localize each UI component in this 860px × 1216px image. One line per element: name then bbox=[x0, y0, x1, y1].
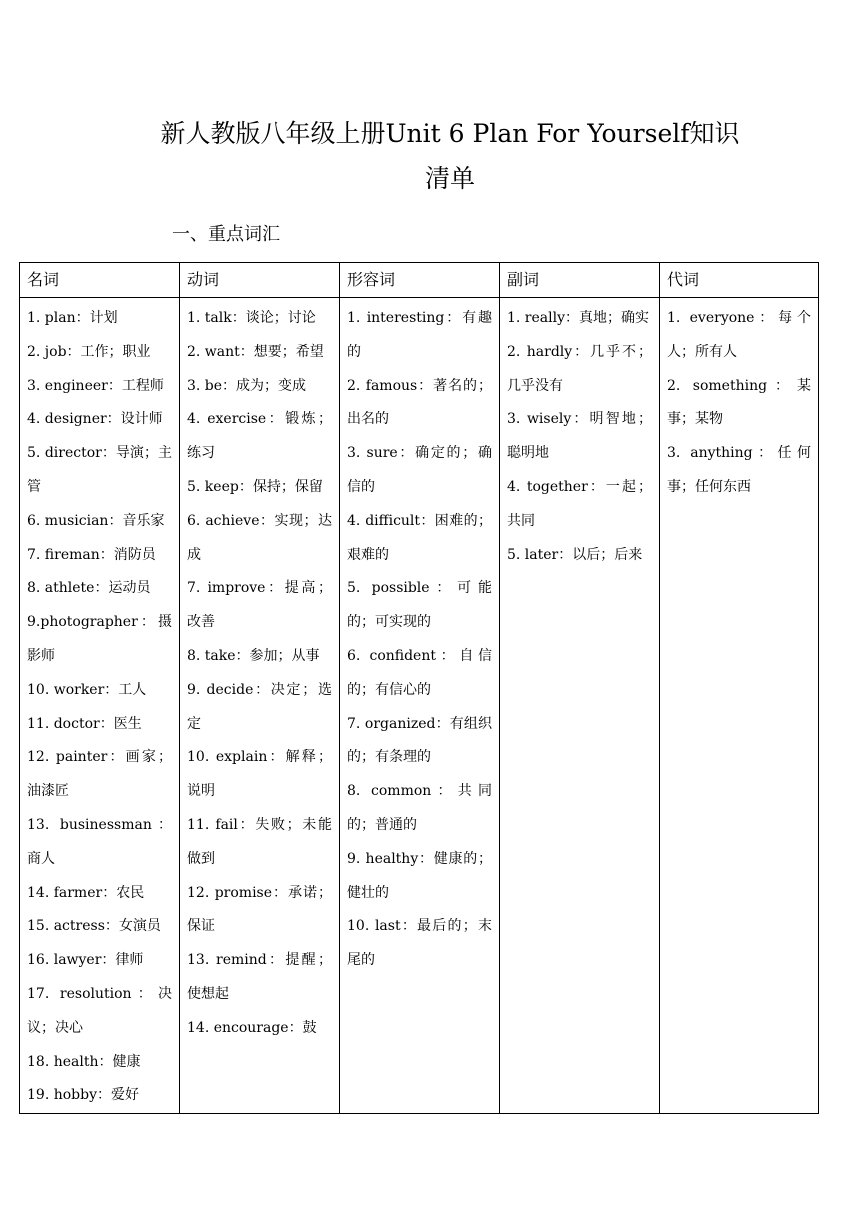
vocab-entry: 15. actress：女演员 bbox=[27, 918, 161, 935]
header-adjectives: 形容词 bbox=[340, 263, 500, 298]
table-header-row bbox=[20, 263, 819, 298]
vocab-entry: 7. improve：提高；改善 bbox=[187, 580, 332, 631]
verbs-cell bbox=[180, 298, 340, 1114]
vocab-entry: 19. hobby：爱好 bbox=[27, 1087, 139, 1104]
vocab-entry: 11. fail：失败；未能做到 bbox=[187, 816, 332, 867]
vocab-entry: 1. interesting：有趣的 bbox=[347, 310, 492, 360]
vocab-entry: 5. later：以后；后来 bbox=[507, 546, 643, 563]
vocab-entry: 7. fireman：消防员 bbox=[27, 546, 156, 563]
vocab-entry: 3. be：成为；变成 bbox=[187, 377, 307, 394]
vocab-entry: 14. farmer：农民 bbox=[27, 884, 145, 901]
vocab-entry: 4. exercise：锻炼；练习 bbox=[187, 411, 332, 462]
vocab-entry: 5. director：导演；主管 bbox=[27, 445, 172, 495]
vocab-entry: 9.photographer：摄影师 bbox=[27, 614, 172, 664]
vocab-entry: 6. achieve：实现；达成 bbox=[187, 512, 332, 563]
vocab-entry: 8. athlete：运动员 bbox=[27, 580, 151, 597]
vocab-entry: 1. really：真地；确实 bbox=[507, 310, 649, 326]
vocab-entry: 4. designer：设计师 bbox=[27, 411, 163, 428]
vocab-entry: 3. engineer：工程师 bbox=[27, 377, 164, 394]
vocab-entry: 13. businessman：商人 bbox=[27, 816, 172, 867]
vocab-entry: 2. job：工作；职业 bbox=[27, 343, 151, 360]
header-adverbs: 副词 bbox=[500, 263, 660, 298]
header-pronouns: 代词 bbox=[660, 263, 819, 298]
vocab-entry: 7. organized：有组织的；有条理的 bbox=[347, 715, 492, 766]
vocab-entry: 12. promise：承诺；保证 bbox=[187, 884, 332, 935]
pronouns-cell bbox=[660, 298, 819, 1114]
vocab-entry: 1. talk：谈论；讨论 bbox=[187, 310, 316, 326]
verbs-list bbox=[187, 302, 332, 1046]
vocab-entry: 5. possible：可能的；可实现的 bbox=[347, 580, 492, 631]
vocab-entry: 10. worker：工人 bbox=[27, 681, 147, 698]
adverbs-cell bbox=[500, 298, 660, 1114]
vocab-entry: 12. painter：画家；油漆匠 bbox=[27, 749, 172, 800]
vocab-entry: 4. together：一起；共同 bbox=[507, 478, 652, 529]
vocab-entry: 1. plan：计划 bbox=[27, 310, 118, 326]
vocab-entry: 4. difficult：困难的；艰难的 bbox=[347, 512, 492, 563]
document-title-line-2: 清单 bbox=[424, 164, 475, 193]
vocab-entry: 13. remind：提醒；使想起 bbox=[187, 952, 332, 1002]
vocab-entry: 10. explain：解释；说明 bbox=[187, 749, 332, 800]
vocabulary-table bbox=[19, 262, 819, 1114]
vocab-entry: 10. last：最后的；末尾的 bbox=[347, 918, 492, 969]
header-nouns: 名词 bbox=[20, 263, 180, 298]
vocab-entry: 17. resolution：决议；决心 bbox=[27, 985, 172, 1036]
vocab-entry: 8. common：共同的；普通的 bbox=[347, 783, 492, 833]
vocab-entry: 9. decide：决定；选定 bbox=[187, 681, 332, 732]
vocab-entry: 3. wisely：明智地；聪明地 bbox=[507, 411, 652, 462]
vocab-entry: 6. musician：音乐家 bbox=[27, 512, 165, 529]
vocab-entry: 3. anything：任何事；任何东西 bbox=[667, 445, 811, 495]
vocab-entry: 3. sure：确定的；确信的 bbox=[347, 445, 492, 495]
pronouns-list bbox=[667, 302, 811, 505]
vocab-entry: 2. something：某事；某物 bbox=[667, 377, 811, 428]
document-title-line-1: 新人教版八年级上册Unit 6 Plan For Yourself知识 bbox=[160, 119, 740, 148]
vocab-entry: 2. famous：著名的；出名的 bbox=[347, 377, 492, 428]
vocab-entry: 8. take：参加；从事 bbox=[187, 647, 320, 664]
vocab-entry: 2. hardly：几乎不；几乎没有 bbox=[507, 343, 652, 394]
vocab-entry: 18. health：健康 bbox=[27, 1053, 141, 1070]
vocab-entry: 6. confident：自信的；有信心的 bbox=[347, 647, 492, 698]
header-verbs: 动词 bbox=[180, 263, 340, 298]
nouns-cell bbox=[20, 298, 180, 1114]
vocab-entry: 1. everyone：每个人；所有人 bbox=[667, 310, 811, 360]
vocab-entry: 16. lawyer：律师 bbox=[27, 952, 144, 969]
vocab-entry: 14. encourage：鼓 bbox=[187, 1019, 317, 1036]
vocab-entry: 5. keep：保持；保留 bbox=[187, 478, 323, 495]
adjectives-cell bbox=[340, 298, 500, 1114]
adverbs-list bbox=[507, 302, 652, 572]
vocab-entry: 11. doctor：医生 bbox=[27, 715, 142, 732]
adjectives-list bbox=[347, 302, 492, 978]
table-body-row bbox=[20, 298, 819, 1114]
vocab-entry: 2. want：想要；希望 bbox=[187, 343, 324, 360]
vocab-entry: 9. healthy：健康的；健壮的 bbox=[347, 850, 492, 901]
section-heading: 一、重点词汇 bbox=[172, 224, 280, 245]
nouns-list bbox=[27, 302, 172, 1113]
